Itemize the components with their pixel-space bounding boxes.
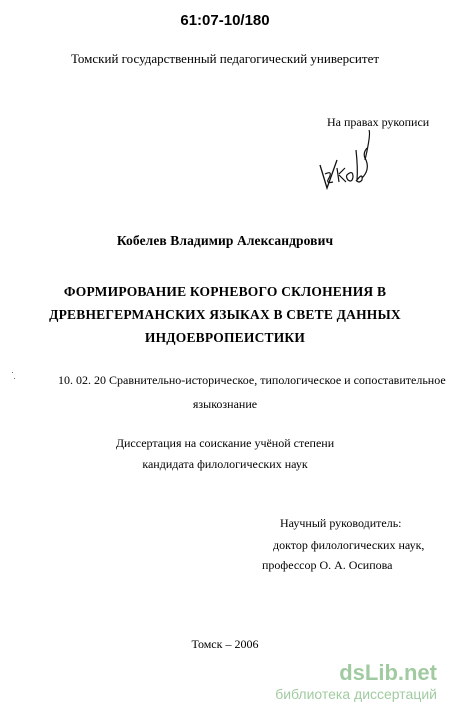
advisor-label: Научный руководитель: <box>280 516 402 530</box>
rights-note: На правах рукописи <box>327 115 430 129</box>
catalog-number: 61:07-10/180 <box>180 12 270 29</box>
scan-speck <box>12 372 13 373</box>
library-watermark <box>265 660 445 706</box>
scan-speck <box>14 378 15 379</box>
watermark-logo: dsLib.net <box>339 660 437 685</box>
university-name: Томский государственный педагогический университет <box>70 51 380 66</box>
dissertation-title-line-2: ДРЕВНЕГЕРМАНСКИХ ЯЗЫКАХ В СВЕТЕ ДАННЫХ <box>49 307 401 322</box>
advisor-degree: доктор филологических наук, <box>273 538 425 552</box>
specialty-code-line: 10. 02. 20 Сравнительно-историческое, типологическое и сопоставительное <box>58 373 446 387</box>
degree-name: кандидата филологических наук <box>142 457 308 471</box>
handwritten-signature-icon <box>315 130 375 195</box>
author-name: Кобелев Владимир Александрович <box>116 233 334 248</box>
dissertation-title-line-1: ФОРМИРОВАНИЕ КОРНЕВОГО СКЛОНЕНИЯ В <box>63 284 387 299</box>
degree-statement: Диссертация на соискание учёной степени <box>115 436 335 450</box>
city-year: Томск – 2006 <box>191 637 259 651</box>
advisor-name: профессор О. А. Осипова <box>262 558 393 572</box>
specialty-field-line: языкознание <box>192 397 258 411</box>
dissertation-title-line-3: ИНДОЕВРОПЕИСТИКИ <box>144 330 306 345</box>
watermark-subtitle: библиотека диссертаций <box>275 686 437 702</box>
